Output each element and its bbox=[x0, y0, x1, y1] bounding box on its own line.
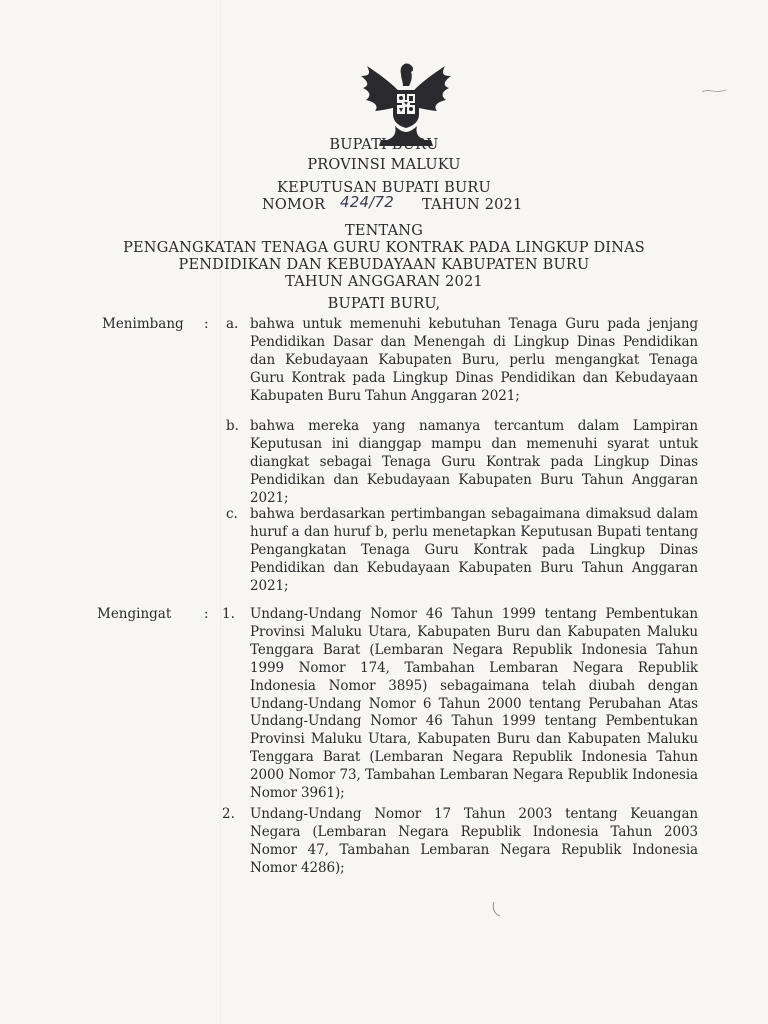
considering-label: Menimbang bbox=[102, 316, 184, 332]
page-fold-line bbox=[220, 0, 221, 1024]
about-label: TENTANG bbox=[345, 223, 423, 239]
recalling-marker-2: 2. bbox=[222, 806, 235, 822]
recalling-item-1: Undang-Undang Nomor 46 Tahun 1999 tentang Pembentukan Provinsi Maluku Utara, Kabupaten Buru dan Kabupaten Maluku Tenggara Barat (Lembaran Negara Republik Indonesia Tahun 1999 Nomor 174, Tambahan Lembaran Negara Republik Indonesia Nomor 3895) sebagaimana telah diubah dengan Undang-Undang Nomor 6 Tahun 2000 tentang Perubahan Atas Undang-Undang Nomor 46 Tahun 1999 tentang Pembentukan Provinsi Maluku Utara, Kabupaten Buru dan Kabupaten Maluku Tenggara Barat (Lembaran Negara Republik Indonesia Tahun 2000 Nomor 73, Tambahan Lembaran Negara Republik Indonesia Nomor 3961); bbox=[250, 606, 698, 802]
recalling-item-2: Undang-Undang Nomor 17 Tahun 2003 tentang Keuangan Negara (Lembaran Negara Republik Indonesia Tahun 2003 Nomor 47, Tambahan Lembaran Negara Republik Indonesia Nomor 4286); bbox=[250, 806, 698, 876]
considering-item-a: bahwa untuk memenuhi kebutuhan Tenaga Guru pada jenjang Pendidikan Dasar dan Menengah di Lingkup Dinas Pendidikan dan Kebudayaan Kabupaten Buru, perlu mengangkat Tenaga Guru Kontrak pada Lingkup Dinas Pendidikan dan Kebudayaan Kabupaten Buru Tahun Anggaran 2021; bbox=[250, 316, 698, 404]
issuer-title: BUPATI BURU, bbox=[327, 296, 441, 312]
recalling-label: Mengingat bbox=[97, 606, 172, 622]
office-title: BUPATI BURU bbox=[329, 137, 439, 153]
decree-title: KEPUTUSAN BUPATI BURU bbox=[277, 180, 491, 196]
considering-item-c: bahwa berdasarkan pertimbangan sebagaimana dimaksud dalam huruf a dan huruf b, perlu menetapkan Keputusan Bupati tentang Pengangkatan Tenaga Guru Kontrak pada Lingkup Dinas Pendidikan dan Kebudayaan Kabupaten Buru Tahun Anggaran 2021; bbox=[250, 506, 698, 594]
scan-speck bbox=[490, 900, 504, 920]
number-value-handwritten: 424/72 bbox=[340, 193, 394, 211]
considering-marker-c: c. bbox=[226, 506, 238, 522]
considering-marker-b: b. bbox=[226, 418, 239, 434]
subject-line-2: PENDIDIKAN DAN KEBUDAYAAN KABUPATEN BURU bbox=[178, 257, 590, 273]
considering-marker-a: a. bbox=[226, 316, 239, 332]
garuda-emblem-icon bbox=[357, 56, 455, 146]
number-label: NOMOR bbox=[262, 197, 326, 213]
subject-line-3: TAHUN ANGGARAN 2021 bbox=[285, 274, 483, 290]
recalling-colon: : bbox=[204, 606, 209, 622]
considering-colon: : bbox=[204, 316, 209, 332]
province-title: PROVINSI MALUKU bbox=[307, 157, 461, 173]
year-label: TAHUN 2021 bbox=[422, 197, 523, 213]
subject-line-1: PENGANGKATAN TENAGA GURU KONTRAK PADA LINGKUP DINAS bbox=[123, 240, 645, 256]
considering-item-b: bahwa mereka yang namanya tercantum dalam Lampiran Keputusan ini dianggap mampu dan memenuhi syarat untuk diangkat sebagai Tenaga Guru Kontrak pada Lingkup Dinas Pendidikan dan Kebudayaan Kabupaten Buru Tahun Anggaran 2021; bbox=[250, 418, 698, 506]
recalling-marker-1: 1. bbox=[222, 606, 235, 622]
scan-speck bbox=[700, 84, 730, 98]
